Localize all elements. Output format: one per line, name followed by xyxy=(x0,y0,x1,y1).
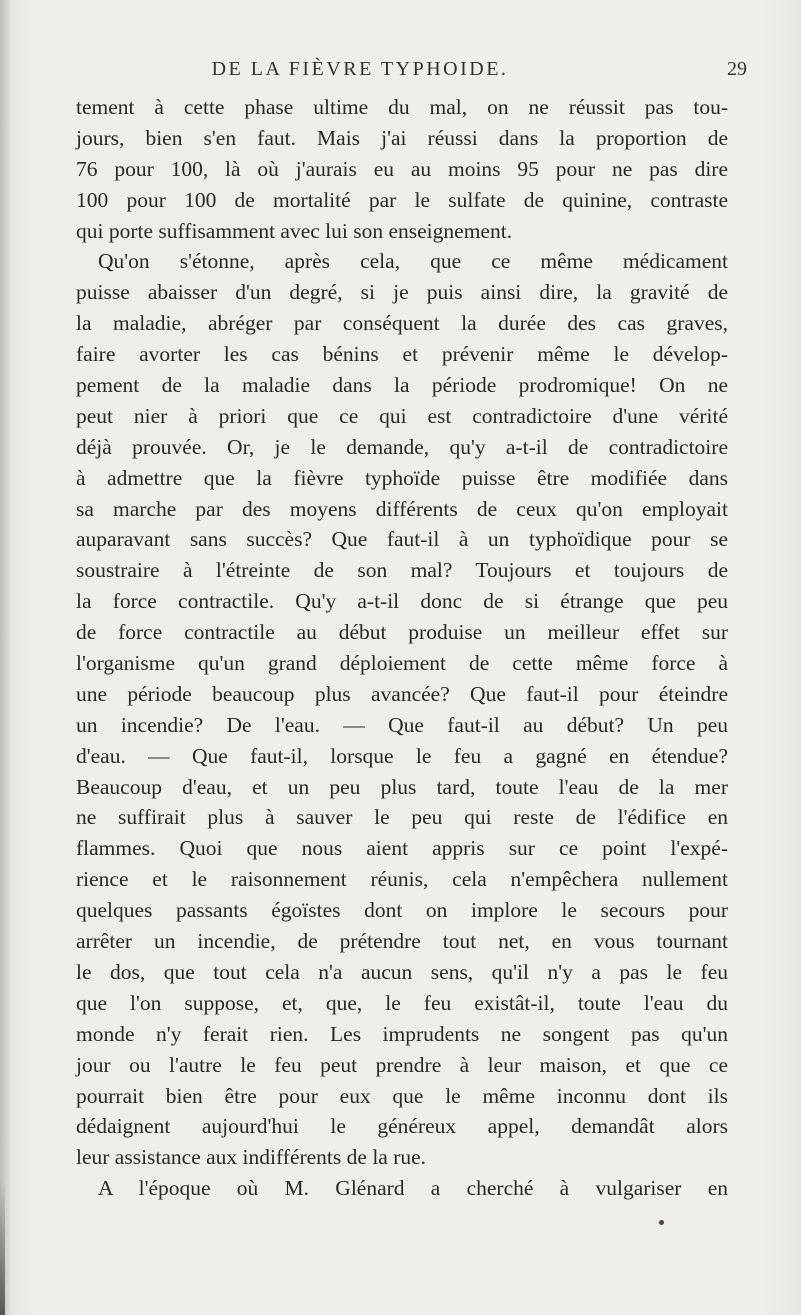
paragraph-start-line: Qu'on s'étonne, après cela, que ce même médicament xyxy=(98,249,728,274)
text-line: à admettre que la fièvre typhoïde puisse être modifiée dans xyxy=(76,465,728,490)
text-line: soustraire à l'étreinte de son mal? Toujours et toujours de xyxy=(76,558,728,583)
running-title: DE LA FIÈVRE TYPHOIDE. xyxy=(211,58,509,80)
text-line: déjà prouvée. Or, je le demande, qu'y a-t-il de contradictoire xyxy=(76,434,728,459)
text-line: dédaignent aujourd'hui le généreux appel, demandât alors xyxy=(76,1114,728,1139)
text-line: que l'on suppose, et, que, le feu existât-il, toute l'eau du xyxy=(76,990,728,1015)
page-edge-shadow xyxy=(0,1180,5,1315)
text-line: tement à cette phase ultime du mal, on ne réussit pas tou- xyxy=(76,95,728,119)
text-line: sa marche par des moyens différents de ceux qu'on employait xyxy=(76,496,728,521)
text-line: l'organisme qu'un grand déploiement de cette même force à xyxy=(76,651,728,676)
text-line: auparavant sans succès? Que faut-il à un typhoïdique pour se xyxy=(76,527,728,552)
text-line: pourrait bien être pour eux que le même inconnu dont ils xyxy=(76,1083,728,1108)
text-line: 76 pour 100, là où j'aurais eu au moins 95 pour ne pas dire xyxy=(76,156,728,181)
text-line: de force contractile au début produise un meilleur effet sur xyxy=(76,620,728,645)
text-line: jours, bien s'en faut. Mais j'ai réussi dans la proportion de xyxy=(76,125,728,150)
text-line: un incendie? De l'eau. — Que faut-il au début? Un peu xyxy=(76,712,728,737)
text-line: une période beaucoup plus avancée? Que faut-il pour éteindre xyxy=(76,681,728,706)
text-line: pement de la maladie dans la période prodromique! On ne xyxy=(76,373,728,398)
page-gutter-shadow xyxy=(0,0,12,1315)
text-line: peut nier à priori que ce qui est contradictoire d'une vérité xyxy=(76,403,728,428)
paragraph-start-line: A l'époque où M. Glénard a cherché à vulgariser en xyxy=(98,1176,728,1201)
text-line: 100 pour 100 de mortalité par le sulfate de quinine, contraste xyxy=(76,187,728,212)
text-line: la force contractile. Qu'y a-t-il donc de si étrange que peu xyxy=(76,589,728,614)
text-line: Beaucoup d'eau, et un peu plus tard, toute l'eau de la mer xyxy=(76,774,728,799)
text-line: arrêter un incendie, de prétendre tout net, en vous tournant xyxy=(76,929,728,954)
text-line: flammes. Quoi que nous aient appris sur ce point l'expé- xyxy=(76,836,728,861)
text-line: jour ou l'autre le feu peut prendre à leur maison, et que ce xyxy=(76,1052,728,1077)
paragraph-end-line: qui porte suffisamment avec lui son enseignement. xyxy=(76,218,513,243)
text-line: ne suffirait plus à sauver le peu qui reste de l'édifice en xyxy=(76,805,728,830)
text-line: le dos, que tout cela n'a aucun sens, qu'il n'y a pas le feu xyxy=(76,959,728,984)
text-line: monde n'y ferait rien. Les imprudents ne songent pas qu'un xyxy=(76,1021,728,1046)
body-text xyxy=(76,92,728,1204)
text-line: rience et le raisonnement réunis, cela n'empêchera nullement xyxy=(76,867,728,892)
ink-speck xyxy=(659,1220,664,1225)
text-line: faire avorter les cas bénins et prévenir même le dévelop- xyxy=(76,342,728,367)
text-line: puisse abaisser d'un degré, si je puis ainsi dire, la gravité de xyxy=(76,280,728,305)
page-number: 29 xyxy=(727,58,747,80)
paragraph-end-line: leur assistance aux indifférents de la rue. xyxy=(76,1145,427,1170)
text-line: d'eau. — Que faut-il, lorsque le feu a gagné en étendue? xyxy=(76,743,728,768)
text-line: quelques passants égoïstes dont on implore le secours pour xyxy=(76,898,728,923)
text-line: la maladie, abréger par conséquent la durée des cas graves, xyxy=(76,311,728,336)
